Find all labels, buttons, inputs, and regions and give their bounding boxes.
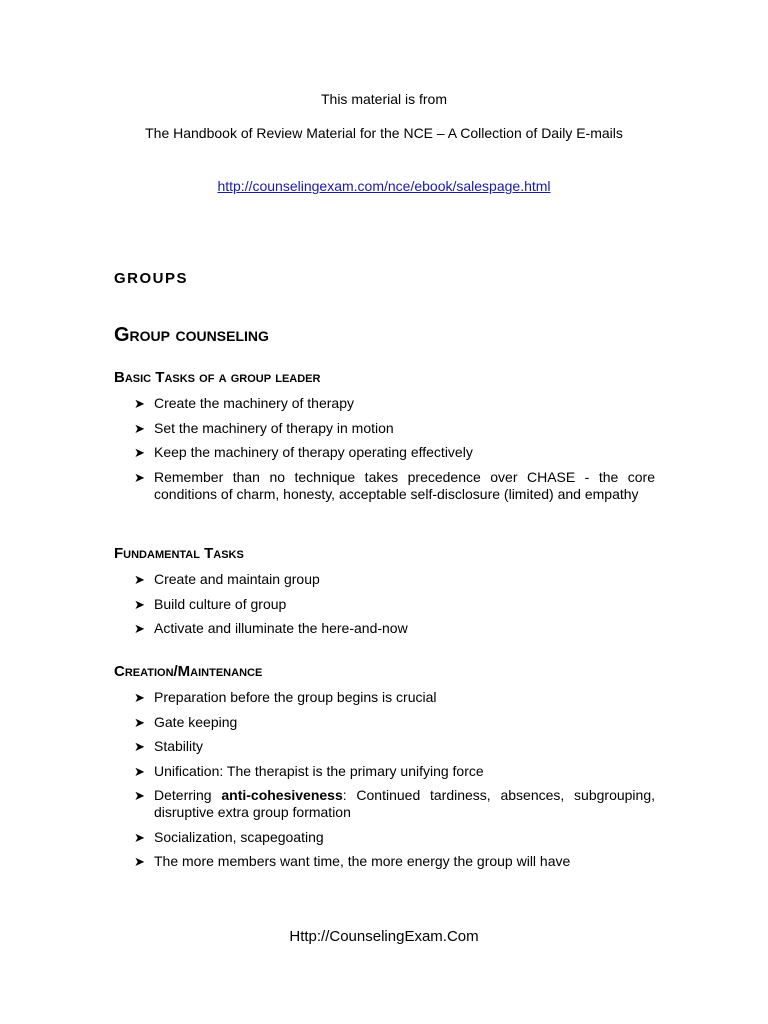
list-item: ➤ Activate and illuminate the here-and-now: [134, 620, 408, 636]
list-item: ➤ Create the machinery of therapy: [134, 395, 354, 411]
handbook-title: The Handbook of Review Material for the NCE – A Collection of Daily E-mails: [145, 125, 623, 141]
list-item: ➤ Unification: The therapist is the primary unifying force: [134, 762, 484, 779]
fundamental-tasks-heading: Fundamental Tasks: [114, 545, 244, 562]
creation-maintenance-list: [134, 689, 655, 878]
arrowhead-bullet-icon: ➤: [134, 596, 145, 612]
list-item: ➤ Set the machinery of therapy in motion: [134, 419, 394, 436]
list-item: ➤ Gate keeping: [134, 713, 238, 730]
link-line: [0, 178, 768, 194]
arrowhead-bullet-icon: ➤: [134, 763, 145, 779]
arrowhead-bullet-icon: ➤: [134, 445, 145, 460]
list-item-deterring: ➤ Deterring anti-cohesiveness: Continued tardiness, absences, subgrouping, disruptive extra group formation: [134, 787, 656, 820]
section-title: GROUPS: [114, 270, 189, 287]
list-item: ➤ Preparation before the group begins is crucial: [134, 689, 437, 705]
main-heading: Group counseling: [114, 324, 269, 346]
list-item: ➤ Socialization, scapegoating: [134, 828, 324, 845]
arrowhead-bullet-icon: ➤: [134, 420, 145, 436]
footer-url: Http://CounselingExam.Com: [289, 928, 479, 945]
arrowhead-bullet-icon: ➤: [134, 714, 145, 730]
list-item: ➤ The more members want time, the more energy the group will have: [134, 853, 571, 869]
creation-maintenance-heading: Creation/Maintenance: [114, 663, 263, 680]
list-item: ➤ Stability: [134, 738, 204, 754]
fundamental-tasks-list: [134, 571, 655, 645]
list-item: ➤ Keep the machinery of therapy operating effectively: [134, 444, 473, 460]
arrowhead-bullet-icon: ➤: [134, 469, 145, 485]
basic-tasks-heading: Basic Tasks of a group leader: [114, 369, 321, 386]
arrowhead-bullet-icon: ➤: [134, 739, 145, 754]
arrowhead-bullet-icon: ➤: [134, 854, 145, 869]
arrowhead-bullet-icon: ➤: [134, 572, 145, 587]
arrowhead-bullet-icon: ➤: [134, 690, 145, 705]
basic-tasks-list: [134, 395, 655, 510]
source-line: This material is from: [320, 91, 448, 107]
list-item: ➤ Build culture of group: [134, 595, 287, 612]
arrowhead-bullet-icon: ➤: [134, 788, 145, 803]
arrowhead-bullet-icon: ➤: [134, 621, 145, 636]
arrowhead-bullet-icon: ➤: [134, 396, 145, 411]
arrowhead-bullet-icon: ➤: [134, 829, 145, 845]
bold-term: anti-cohesiveness: [221, 787, 343, 803]
salespage-link[interactable]: http://counselingexam.com/nce/ebook/salespage.html: [217, 178, 551, 194]
list-item: ➤ Remember than no technique takes precedence over CHASE - the core conditions of charm, honesty, acceptable self-disclosure (limited) and empathy: [134, 468, 655, 502]
list-item: ➤ Create and maintain group: [134, 571, 320, 587]
